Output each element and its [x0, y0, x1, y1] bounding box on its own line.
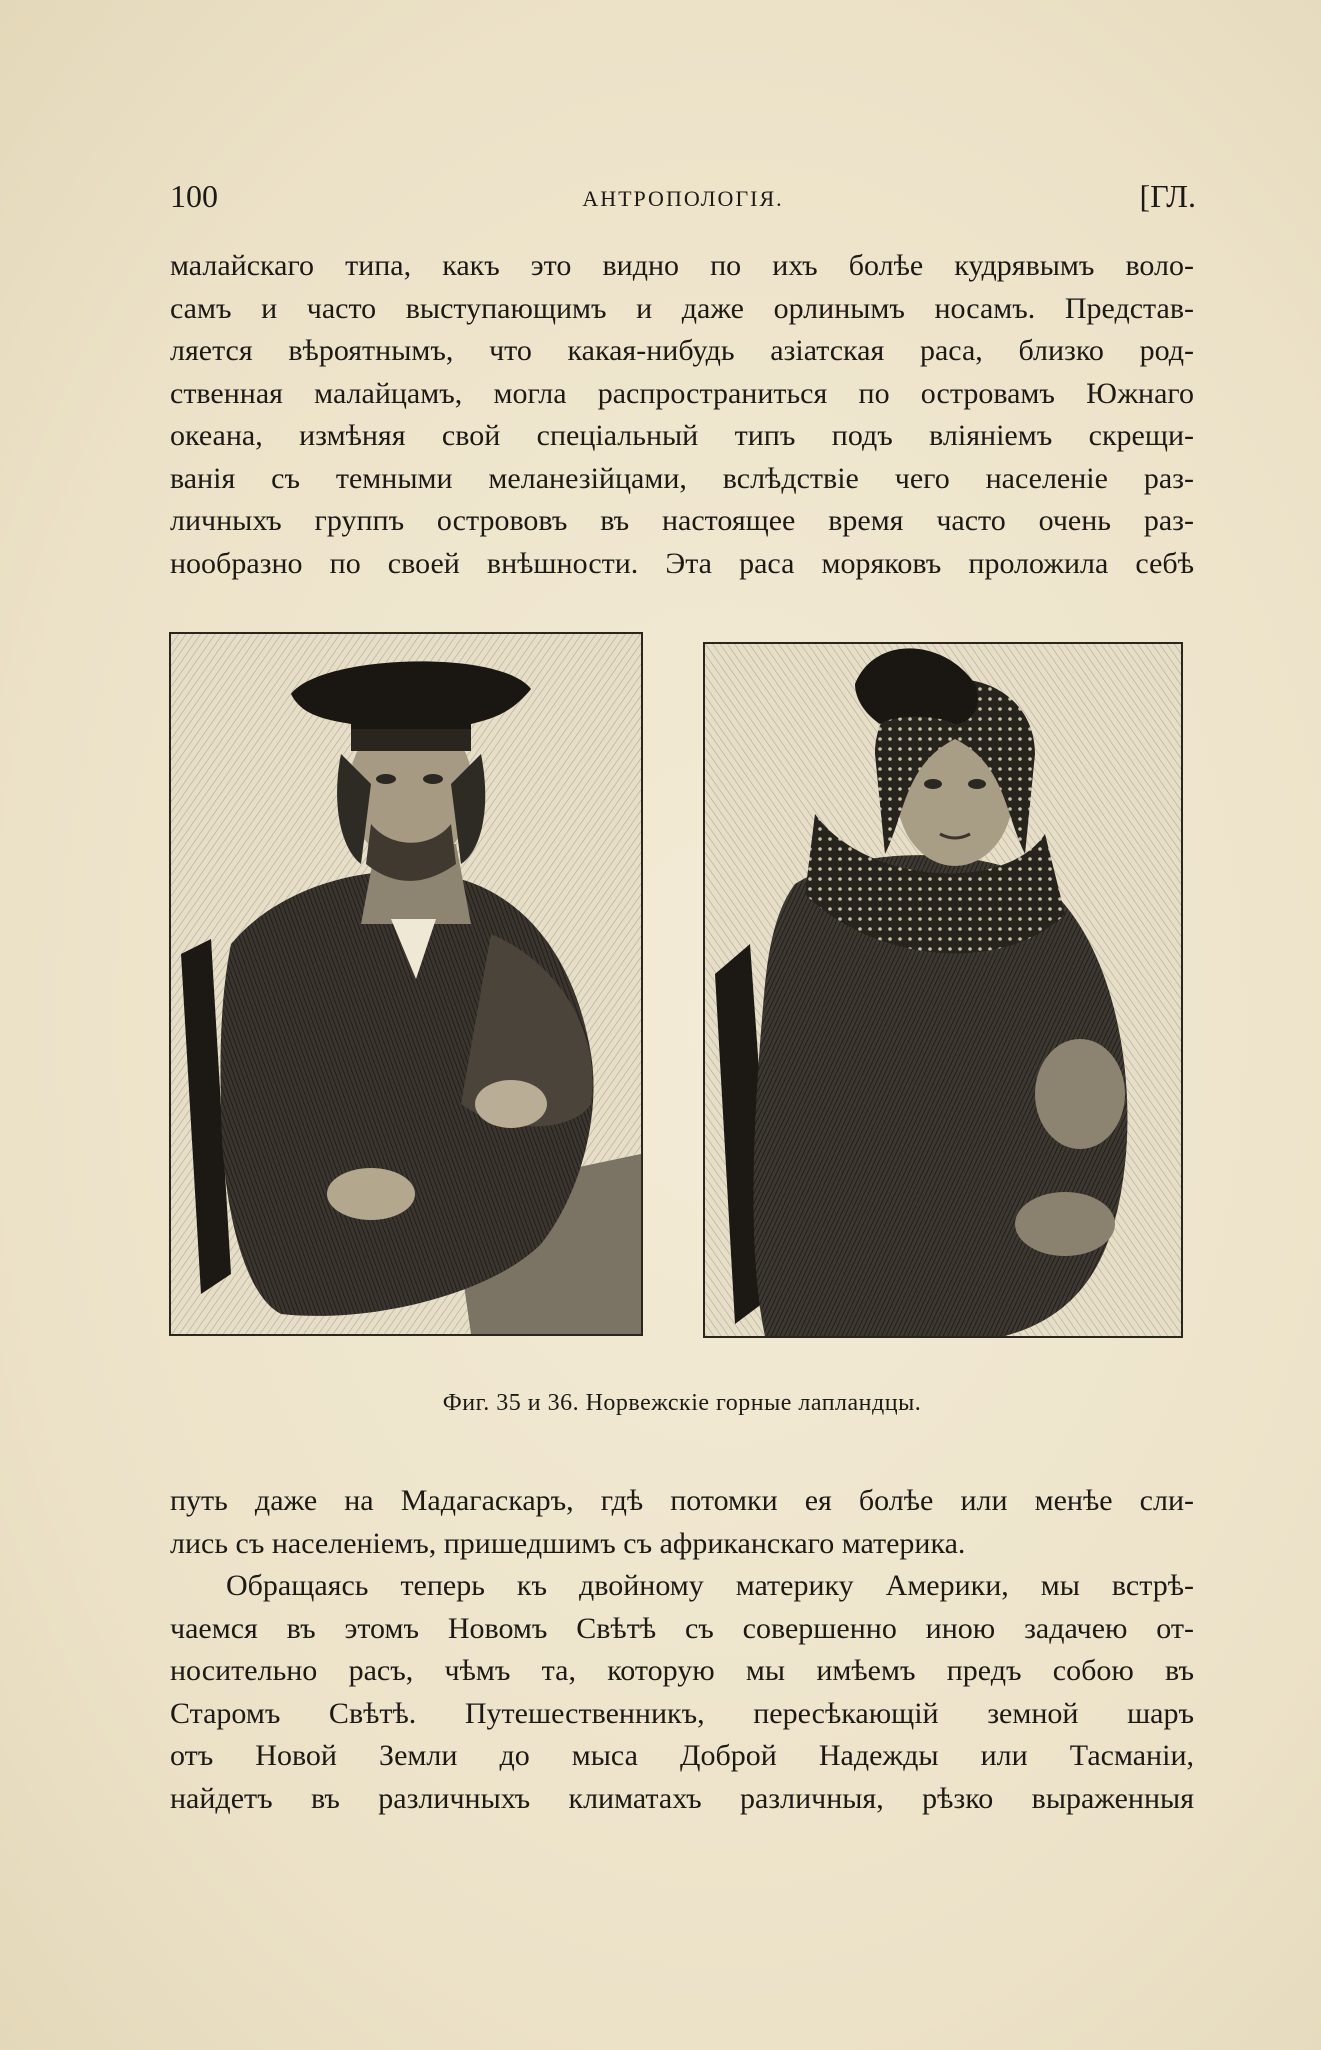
running-head [170, 178, 1196, 218]
text-line: малайскаго типа, какъ это видно по ихъ болѣе кудрявымъ воло- [170, 249, 1194, 282]
text-line: найдетъ въ различныхъ климатахъ различныя, рѣзко выраженныя [170, 1781, 1194, 1815]
engraving-woman [703, 642, 1183, 1338]
text-line: нообразно по своей внѣшности. Эта раса моряковъ проложила себѣ [170, 546, 1194, 580]
engraving-man [169, 632, 643, 1336]
text-line: океана, измѣняя свой спеціальный типъ подъ вліяніемъ скрещи- [170, 419, 1194, 452]
text-line: отъ Новой Земли до мыса Доброй Надежды или Тасманіи, [170, 1739, 1194, 1772]
text-line: путь даже на Мадагаскаръ, гдѣ потомки ея болѣе или менѣе сли- [170, 1484, 1194, 1517]
running-title: АНТРОПОЛОГІЯ. [582, 186, 784, 211]
text-line: Обращаясь теперь къ двойному материку Америки, мы встрѣ- [226, 1569, 1194, 1602]
text-line: носительно расъ, чѣмъ та, которую мы имѣемъ предъ собою въ [170, 1654, 1194, 1687]
text-line: чаемся въ этомъ Новомъ Свѣтѣ съ совершенно иною задачею от- [170, 1611, 1194, 1645]
text-line: самъ и часто выступающимъ и даже орлинымъ носамъ. Представ- [170, 291, 1194, 325]
engraving-woman-illustration [705, 644, 1181, 1336]
engraving-man-illustration [171, 634, 641, 1334]
page-number: 100 [170, 178, 218, 214]
text-line: личныхъ группъ острововъ въ настоящее время часто очень раз- [170, 504, 1194, 537]
text-line: ственная малайцамъ, могла распространиться по островамъ Южнаго [170, 376, 1194, 410]
paragraph-bottom [170, 1480, 1194, 1820]
text-line: ванія съ темными меланезійцами, вслѣдствіе чего населеніе раз- [170, 461, 1194, 495]
paragraph-top [170, 245, 1194, 585]
text-line: ляется вѣроятнымъ, что какая-нибудь азіатская раса, близко род- [170, 334, 1194, 367]
text-line: лись съ населеніемъ, пришедшимъ съ африканскаго материка. [170, 1526, 966, 1560]
chapter-marker: [ГЛ. [1139, 178, 1196, 214]
figure-caption: Фиг. 35 и 36. Норвежскіе горные лапландцы. [442, 1390, 922, 1416]
text-line: Старомъ Свѣтѣ. Путешественникъ, пересѣкающій земной шаръ [170, 1696, 1194, 1730]
